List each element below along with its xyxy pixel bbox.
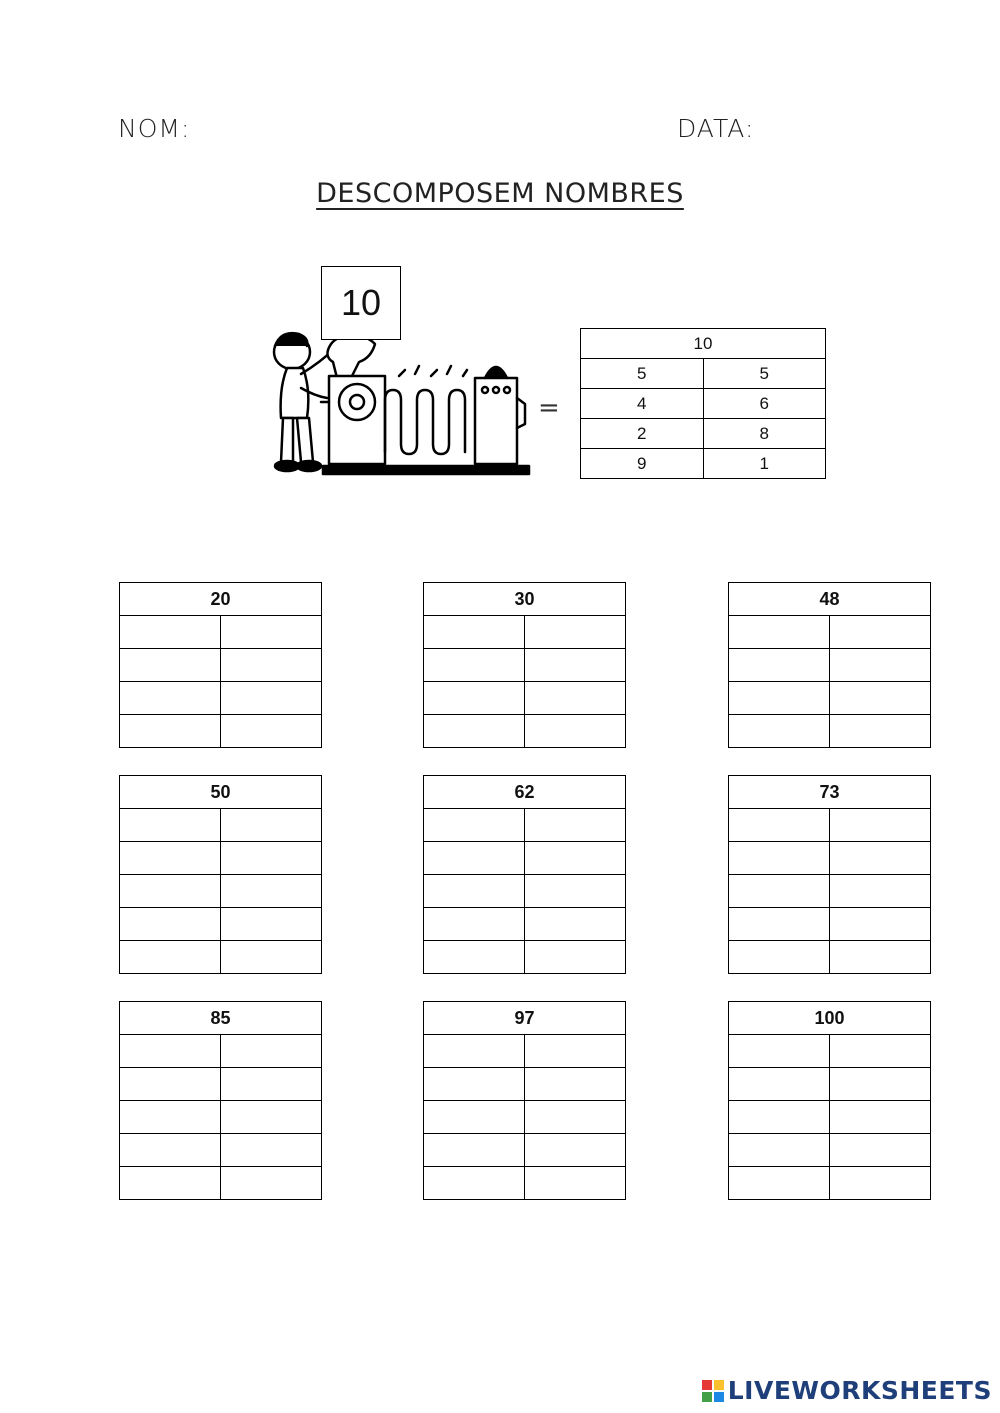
answer-cell[interactable] bbox=[729, 809, 830, 842]
answer-cell[interactable] bbox=[424, 941, 525, 974]
example-cell: 5 bbox=[581, 359, 704, 389]
answer-cell[interactable] bbox=[830, 1035, 931, 1068]
answer-cell[interactable] bbox=[221, 616, 322, 649]
answer-cell[interactable] bbox=[120, 908, 221, 941]
answer-cell[interactable] bbox=[120, 1035, 221, 1068]
answer-cell[interactable] bbox=[120, 875, 221, 908]
answer-cell[interactable] bbox=[221, 842, 322, 875]
date-label: DATA: bbox=[677, 114, 755, 143]
answer-cell[interactable] bbox=[221, 1035, 322, 1068]
exercise-table-73 bbox=[728, 775, 931, 974]
answer-cell[interactable] bbox=[525, 649, 626, 682]
logo-cubes-icon bbox=[702, 1380, 724, 1402]
exercise-table-97 bbox=[423, 1001, 626, 1200]
example-number-box: 10 bbox=[321, 266, 401, 340]
answer-cell[interactable] bbox=[120, 715, 221, 748]
answer-cell[interactable] bbox=[830, 875, 931, 908]
example-cell: 2 bbox=[581, 419, 704, 449]
answer-cell[interactable] bbox=[729, 1068, 830, 1101]
answer-cell[interactable] bbox=[525, 842, 626, 875]
answer-cell[interactable] bbox=[221, 875, 322, 908]
answer-cell[interactable] bbox=[729, 649, 830, 682]
worksheet-title bbox=[0, 178, 1000, 209]
example-table-head: 10 bbox=[581, 329, 826, 359]
answer-cell[interactable] bbox=[221, 649, 322, 682]
answer-cell[interactable] bbox=[729, 1134, 830, 1167]
example-cell: 5 bbox=[703, 359, 826, 389]
exercise-table-48 bbox=[728, 582, 931, 748]
example-cell: 8 bbox=[703, 419, 826, 449]
answer-cell[interactable] bbox=[729, 941, 830, 974]
answer-cell[interactable] bbox=[424, 1167, 525, 1200]
answer-cell[interactable] bbox=[830, 842, 931, 875]
exercise-number: 73 bbox=[729, 776, 931, 809]
answer-cell[interactable] bbox=[525, 941, 626, 974]
answer-cell[interactable] bbox=[830, 1068, 931, 1101]
answer-cell[interactable] bbox=[120, 842, 221, 875]
answer-cell[interactable] bbox=[525, 1134, 626, 1167]
answer-cell[interactable] bbox=[424, 1101, 525, 1134]
exercise-number: 97 bbox=[424, 1002, 626, 1035]
answer-cell[interactable] bbox=[830, 941, 931, 974]
exercise-number: 85 bbox=[120, 1002, 322, 1035]
exercise-table-50 bbox=[119, 775, 322, 974]
equals-sign: = bbox=[538, 393, 560, 423]
answer-cell[interactable] bbox=[729, 616, 830, 649]
answer-cell[interactable] bbox=[525, 1101, 626, 1134]
answer-cell[interactable] bbox=[525, 875, 626, 908]
answer-cell[interactable] bbox=[525, 1035, 626, 1068]
answer-cell[interactable] bbox=[729, 682, 830, 715]
answer-cell[interactable] bbox=[729, 1101, 830, 1134]
answer-cell[interactable] bbox=[424, 1035, 525, 1068]
answer-cell[interactable] bbox=[120, 616, 221, 649]
answer-cell[interactable] bbox=[830, 1134, 931, 1167]
exercise-number: 50 bbox=[120, 776, 322, 809]
answer-cell[interactable] bbox=[221, 941, 322, 974]
name-label: NOM: bbox=[118, 114, 191, 143]
exercise-number: 62 bbox=[424, 776, 626, 809]
answer-cell[interactable] bbox=[424, 908, 525, 941]
answer-cell[interactable] bbox=[729, 1035, 830, 1068]
answer-cell[interactable] bbox=[120, 809, 221, 842]
exercise-table-100 bbox=[728, 1001, 931, 1200]
exercise-table-20 bbox=[119, 582, 322, 748]
answer-cell[interactable] bbox=[221, 1068, 322, 1101]
answer-cell[interactable] bbox=[424, 809, 525, 842]
answer-cell[interactable] bbox=[830, 1101, 931, 1134]
answer-cell[interactable] bbox=[525, 1167, 626, 1200]
liveworksheets-logo bbox=[702, 1376, 992, 1405]
exercise-table-30 bbox=[423, 582, 626, 748]
exercise-number: 100 bbox=[729, 1002, 931, 1035]
answer-cell[interactable] bbox=[221, 908, 322, 941]
answer-cell[interactable] bbox=[221, 1167, 322, 1200]
example-cell: 9 bbox=[581, 449, 704, 479]
example-cell: 4 bbox=[581, 389, 704, 419]
worksheet-title-text: DESCOMPOSEM NOMBRES bbox=[316, 178, 684, 209]
answer-cell[interactable] bbox=[221, 715, 322, 748]
answer-cell[interactable] bbox=[729, 715, 830, 748]
answer-cell[interactable] bbox=[830, 809, 931, 842]
exercise-table-85 bbox=[119, 1001, 322, 1200]
example-table bbox=[580, 328, 826, 479]
answer-cell[interactable] bbox=[729, 875, 830, 908]
answer-cell[interactable] bbox=[221, 682, 322, 715]
exercise-number: 48 bbox=[729, 583, 931, 616]
answer-cell[interactable] bbox=[120, 682, 221, 715]
answer-cell[interactable] bbox=[424, 875, 525, 908]
exercise-number: 30 bbox=[424, 583, 626, 616]
answer-cell[interactable] bbox=[830, 682, 931, 715]
answer-cell[interactable] bbox=[830, 649, 931, 682]
answer-cell[interactable] bbox=[120, 649, 221, 682]
example-cell: 6 bbox=[703, 389, 826, 419]
answer-cell[interactable] bbox=[221, 1134, 322, 1167]
answer-cell[interactable] bbox=[830, 715, 931, 748]
exercise-number: 20 bbox=[120, 583, 322, 616]
answer-cell[interactable] bbox=[424, 1068, 525, 1101]
answer-cell[interactable] bbox=[424, 682, 525, 715]
answer-cell[interactable] bbox=[424, 616, 525, 649]
answer-cell[interactable] bbox=[221, 809, 322, 842]
answer-cell[interactable] bbox=[525, 1068, 626, 1101]
example-cell: 1 bbox=[703, 449, 826, 479]
answer-cell[interactable] bbox=[729, 908, 830, 941]
answer-cell[interactable] bbox=[830, 908, 931, 941]
answer-cell[interactable] bbox=[525, 908, 626, 941]
answer-cell[interactable] bbox=[120, 1068, 221, 1101]
answer-cell[interactable] bbox=[830, 1167, 931, 1200]
answer-cell[interactable] bbox=[729, 842, 830, 875]
answer-cell[interactable] bbox=[424, 649, 525, 682]
answer-cell[interactable] bbox=[729, 1167, 830, 1200]
answer-cell[interactable] bbox=[525, 809, 626, 842]
exercise-table-62 bbox=[423, 775, 626, 974]
answer-cell[interactable] bbox=[424, 1134, 525, 1167]
answer-cell[interactable] bbox=[525, 616, 626, 649]
answer-cell[interactable] bbox=[525, 682, 626, 715]
logo-text: LIVEWORKSHEETS bbox=[727, 1376, 992, 1405]
answer-cell[interactable] bbox=[525, 715, 626, 748]
answer-cell[interactable] bbox=[424, 715, 525, 748]
answer-cell[interactable] bbox=[830, 616, 931, 649]
answer-cell[interactable] bbox=[120, 941, 221, 974]
answer-cell[interactable] bbox=[424, 842, 525, 875]
answer-cell[interactable] bbox=[120, 1101, 221, 1134]
answer-cell[interactable] bbox=[221, 1101, 322, 1134]
answer-cell[interactable] bbox=[120, 1134, 221, 1167]
answer-cell[interactable] bbox=[120, 1167, 221, 1200]
